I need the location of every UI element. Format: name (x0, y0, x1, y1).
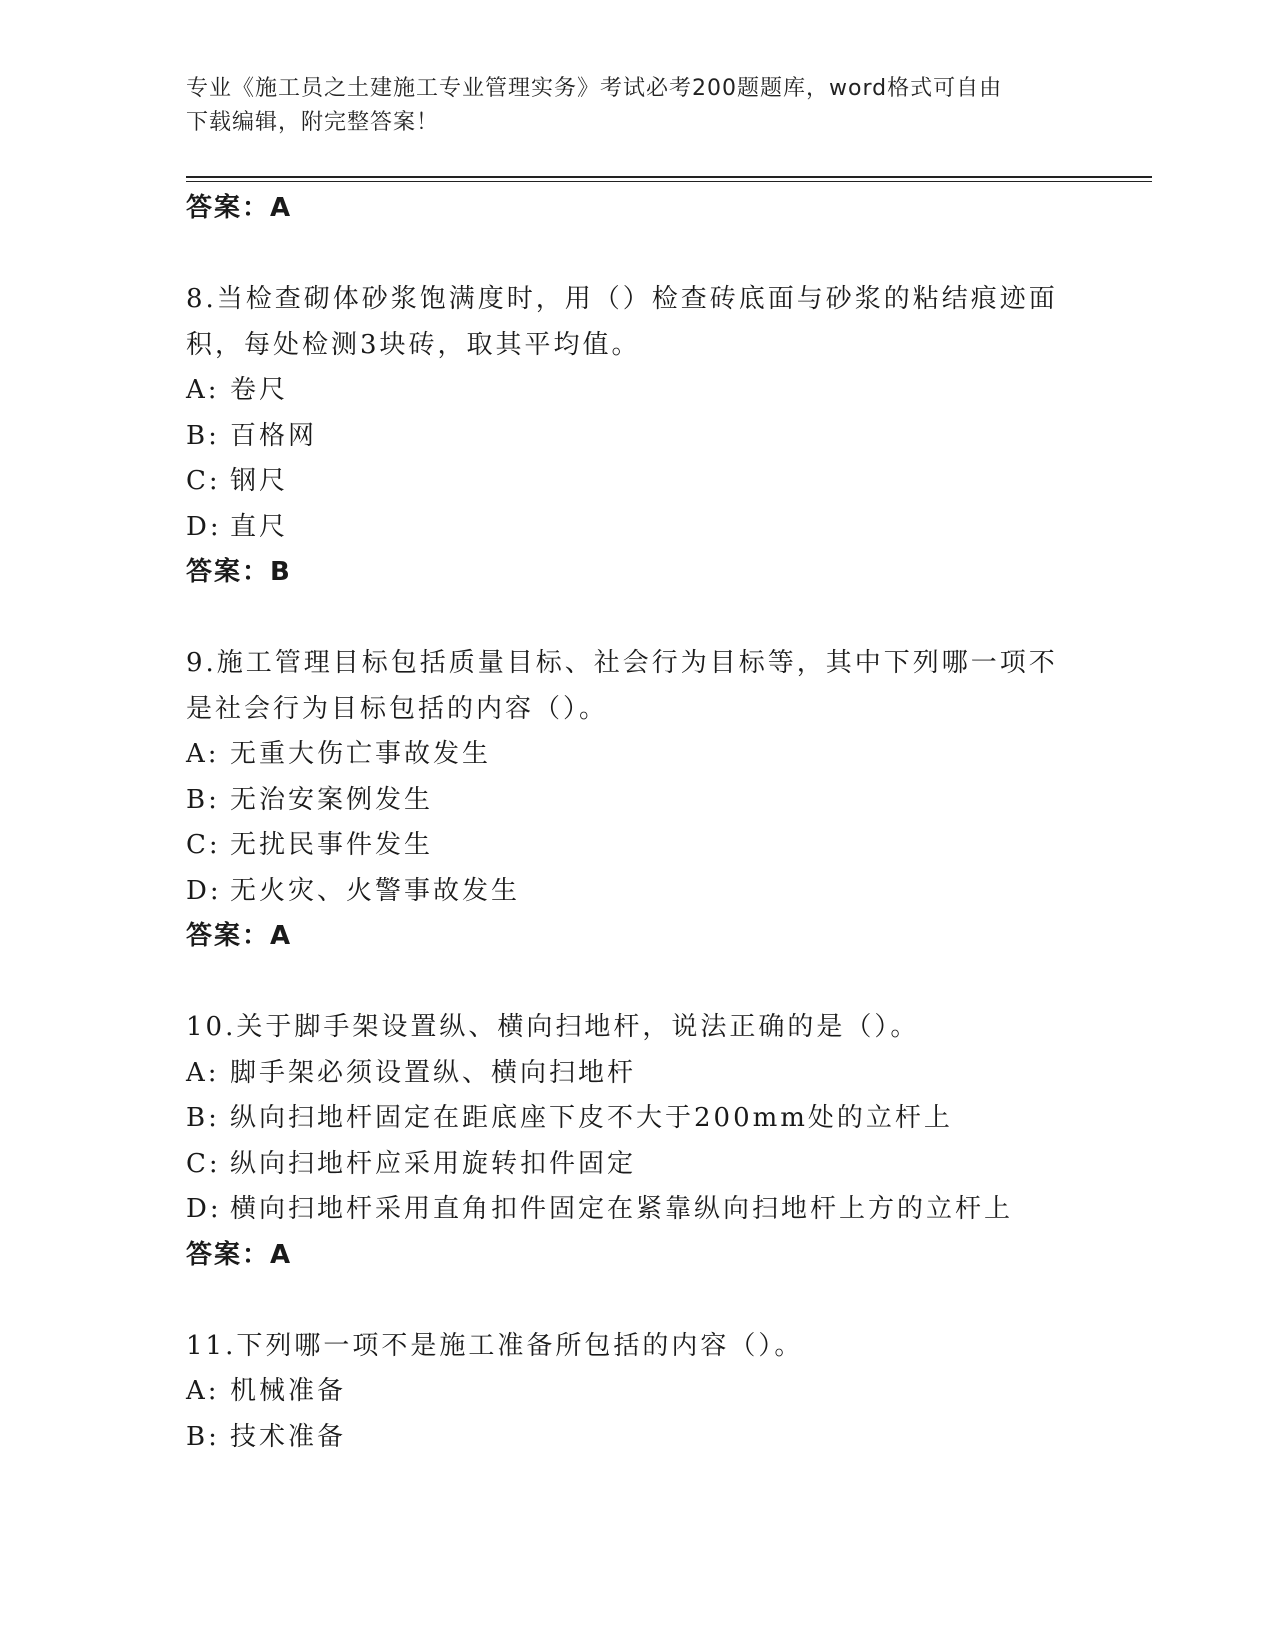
question-10 (186, 1005, 1086, 1278)
answer: 答案：B (186, 557, 292, 587)
option-d: D: 横向扫地杆采用直角扣件固定在紧靠纵向扫地杆上方的立杆上 (186, 1194, 1014, 1224)
question-9 (186, 641, 1086, 960)
header-divider (186, 176, 1152, 178)
header-line-2: 下载编辑，附完整答案！ (186, 110, 440, 135)
option-b: B: 纵向扫地杆固定在距底座下皮不大于200mm处的立杆上 (186, 1103, 953, 1133)
option-a: A: 卷尺 (186, 375, 289, 405)
question-text-line-2: 积，每处检测3块砖，取其平均值。 (186, 329, 641, 360)
question-8 (186, 277, 1086, 596)
question-text-line-2: 是社会行为目标包括的内容（）。 (186, 693, 609, 724)
option-c: C: 钢尺 (186, 466, 289, 496)
question-text-line-1: 11.下列哪一项不是施工准备所包括的内容（）。 (186, 1330, 804, 1361)
option-a: A: 无重大伤亡事故发生 (186, 739, 492, 769)
header-line-1: 专业《施工员之土建施工专业管理实务》考试必考200题题库，word格式可自由 (186, 76, 1003, 101)
answer: 答案：A (186, 921, 293, 951)
option-b: B: 技术准备 (186, 1421, 347, 1452)
option-b: B: 无治安案例发生 (186, 784, 434, 815)
question-text-line-1: 10.关于脚手架设置纵、横向扫地杆，说法正确的是（）。 (186, 1012, 920, 1042)
option-a: A: 脚手架必须设置纵、横向扫地杆 (186, 1057, 637, 1088)
option-b: B: 百格网 (186, 420, 318, 451)
option-a: A: 机械准备 (186, 1376, 347, 1406)
option-c: C: 纵向扫地杆应采用旋转扣件固定 (186, 1148, 637, 1179)
option-c: C: 无扰民事件发生 (186, 830, 434, 860)
document-header (186, 72, 1066, 140)
question-list (186, 186, 1086, 1460)
question-text-line-1: 9.施工管理目标包括质量目标、社会行为目标等，其中下列哪一项不 (186, 648, 1058, 678)
option-d: D: 直尺 (186, 511, 289, 542)
option-d: D: 无火灾、火警事故发生 (186, 875, 521, 906)
question-11 (186, 1324, 1086, 1461)
header-divider-thin (186, 181, 1152, 182)
prev-answer: 答案：A (186, 193, 293, 223)
question-text-line-1: 8.当检查砌体砂浆饱满度时，用（）检查砖底面与砂浆的粘结痕迹面 (186, 284, 1058, 314)
answer: 答案：A (186, 1239, 293, 1270)
